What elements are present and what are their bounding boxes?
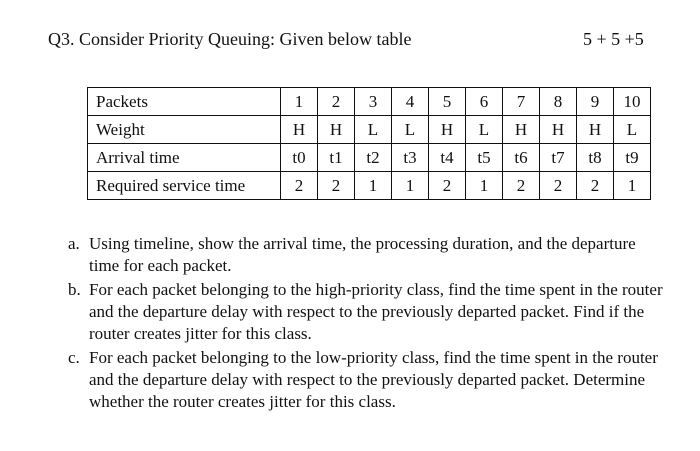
table-cell: t1 [318, 144, 355, 172]
table-cell: L [392, 116, 429, 144]
table-cell: 10 [614, 88, 651, 116]
table-cell: 1 [392, 172, 429, 200]
table-cell: 8 [540, 88, 577, 116]
table-cell: 2 [318, 172, 355, 200]
table-cell: H [540, 116, 577, 144]
part-letter: a. [68, 234, 80, 253]
part-letter: c. [68, 348, 80, 367]
table-row-arrival-time [88, 144, 651, 172]
table-cell: H [577, 116, 614, 144]
table-cell: 5 [429, 88, 466, 116]
table-cell: H [318, 116, 355, 144]
question-part-b [68, 279, 668, 345]
table-cell: 2 [577, 172, 614, 200]
part-text: For each packet belonging to the low-priority class, find the time spent in the router and the departure delay with respect to the previously departed packet. Determine whether the router creates jitter for this class. [89, 348, 658, 411]
table-cell: 1 [355, 172, 392, 200]
part-text: For each packet belonging to the high-priority class, find the time spent in the router and the departure delay with respect to the previously departed packet. Find if the router creates jitter for this class. [89, 280, 663, 343]
table-cell: H [281, 116, 318, 144]
table-cell: t0 [281, 144, 318, 172]
row-label: Packets [88, 88, 281, 116]
table-cell: t4 [429, 144, 466, 172]
table-cell: L [355, 116, 392, 144]
packet-table [87, 87, 651, 200]
marks-allocation: 5 + 5 +5 [583, 29, 644, 49]
table-row-weight [88, 116, 651, 144]
part-letter: b. [68, 280, 81, 299]
table-cell: 2 [281, 172, 318, 200]
question-title: Q3. Consider Priority Queuing: Given below table [48, 29, 412, 49]
table-cell: t3 [392, 144, 429, 172]
table-cell: 4 [392, 88, 429, 116]
table-cell: 2 [503, 172, 540, 200]
table-cell: 9 [577, 88, 614, 116]
table-cell: H [503, 116, 540, 144]
table-cell: 7 [503, 88, 540, 116]
row-label: Required service time [88, 172, 281, 200]
table-cell: H [429, 116, 466, 144]
table-cell: 1 [281, 88, 318, 116]
table-row-packets [88, 88, 651, 116]
table-cell: L [466, 116, 503, 144]
part-text: Using timeline, show the arrival time, the processing duration, and the departure time for each packet. [89, 234, 636, 275]
table-cell: t8 [577, 144, 614, 172]
question-part-c [68, 347, 668, 413]
table-cell: t5 [466, 144, 503, 172]
row-label: Arrival time [88, 144, 281, 172]
table-cell: 2 [318, 88, 355, 116]
row-label: Weight [88, 116, 281, 144]
table-cell: t9 [614, 144, 651, 172]
table-cell: t7 [540, 144, 577, 172]
table-cell: 6 [466, 88, 503, 116]
table-cell: t2 [355, 144, 392, 172]
table-cell: 3 [355, 88, 392, 116]
table-cell: 2 [429, 172, 466, 200]
table-cell: 1 [614, 172, 651, 200]
table-row-required-service-time [88, 172, 651, 200]
question-parts [68, 233, 668, 415]
table-cell: 2 [540, 172, 577, 200]
table-cell: t6 [503, 144, 540, 172]
table-cell: L [614, 116, 651, 144]
table-cell: 1 [466, 172, 503, 200]
question-part-a [68, 233, 668, 277]
